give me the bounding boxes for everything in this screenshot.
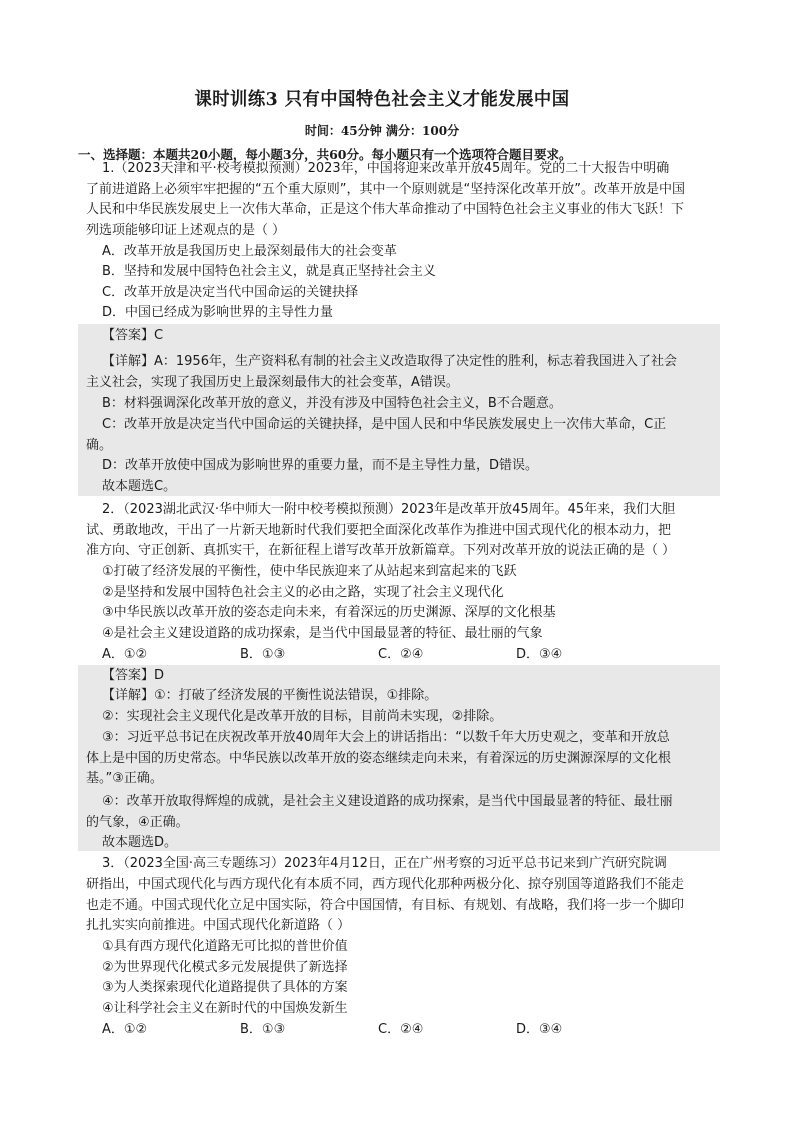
q2-detail-line: 体上是中国的历史常态。中华民族以改革开放的姿态继续走向未来，有着深远的历史渊源深厚的文化根	[86, 751, 672, 766]
q2-stem-line: 准方向、守正创新、真抓实干，在新征程上谱写改革开放新篇章。下列对改革开放的说法正确的是（ ）	[86, 543, 676, 558]
q1-detail-line: 故本题选C。	[102, 479, 177, 494]
q1-detail-line: 主义社会，实现了我国历史上最深刻最伟大的社会变革，A错误。	[86, 375, 459, 390]
q2-stem-line: 试、勇敢地改，干出了一片新天地新时代我们要把全面深化改革作为推进中国式现代化的根本动力，把	[86, 523, 672, 538]
q3-stem-line: 也走不通。中国式现代化立足中国实际，符合中国国情，有目标、有规划、有战略，我们将一步一个脚印	[86, 898, 685, 913]
q2-detail-line: ③：习近平总书记在庆祝改革开放40周年大会上的讲话指出：“以数千年大历史观之，变革和开放总	[102, 730, 670, 745]
q2-detail-line: 的气象，④正确。	[86, 815, 189, 830]
q1-detail-line: B：材料强调深化改革开放的意义，并没有涉及中国特色社会主义，B不合题意。	[102, 396, 562, 411]
q2-detail-line: ④：改革开放取得辉煌的成就，是社会主义建设道路的成功探索，是当代中国最显著的特征、最壮丽	[102, 794, 673, 809]
q3-stem-line: 研指出，中国式现代化与西方现代化有本质不同，西方现代化那种两极分化、掠夺别国等道路我们不能走	[86, 877, 685, 892]
q2-options	[102, 645, 654, 666]
q2-answer: 【答案】D	[102, 668, 165, 683]
page-title: 课时训练3 只有中国特色社会主义才能发展中国	[194, 89, 570, 110]
q3-item: ③为人类探索现代化道路提供了具体的方案	[102, 980, 348, 995]
q3-options	[102, 1020, 654, 1041]
q3-stem-line: 扎扎实实向前推进。中国式现代化新道路（ ）	[86, 918, 351, 933]
q2-item: ④是社会主义建设道路的成功探索，是当代中国最显著的特征、最壮丽的气象	[102, 626, 543, 641]
q1-stem-line: 1.（2023天津和平·校考模拟预测）2023年，中国将迎来改革开放45周年。党的二十大报告中明确	[102, 161, 670, 176]
q1-option-b: B．坚持和发展中国特色社会主义，就是真正坚持社会主义	[102, 264, 436, 279]
q3-option-c: C．②④	[378, 1022, 424, 1037]
q2-detail-line: 基。”③正确。	[86, 771, 163, 786]
q3-option-b: B．①③	[240, 1022, 286, 1037]
q3-item: ④让科学社会主义在新时代的中国焕发新生	[102, 1001, 348, 1016]
q1-detail-line: 【详解】A：1956年，生产资料私有制的社会主义改造取得了决定性的胜利，标志着我国进入了社会	[102, 354, 677, 369]
q2-detail-line: 【详解】①：打破了经济发展的平衡性说法错误，①排除。	[102, 688, 438, 703]
q1-option-a: A．改革开放是我国历史上最深刻最伟大的社会变革	[102, 244, 397, 259]
q1-stem-line: 列选项能够印证上述观点的是（ ）	[86, 223, 286, 238]
q3-option-d: D．③④	[516, 1022, 563, 1037]
q1-option-d: D．中国已经成为影响世界的主导性力量	[102, 305, 334, 320]
q2-item: ③中华民族以改革开放的姿态走向未来，有着深远的历史渊源、深厚的文化根基	[102, 605, 556, 620]
q1-stem-line: 人民和中华民族发展史上一次伟大革命，正是这个伟大革命推动了中国特色社会主义事业的伟大飞跃！下	[86, 202, 685, 217]
q1-stem-line: 了前进道路上必须牢牢把握的“五个重大原则”，其中一个原则就是“坚持深化改革开放”。改革开放是中国	[86, 182, 685, 197]
q1-detail-line: 确。	[86, 438, 113, 453]
q3-stem-line: 3．（2023全国·高三专题练习）2023年4月12日，正在广州考察的习近平总书记来到广汽研究院调	[102, 856, 667, 871]
q2-detail-line: ②：实现社会主义现代化是改革开放的目标，目前尚未实现，②排除。	[102, 709, 503, 724]
q2-option-c: C．②④	[378, 647, 424, 662]
exam-meta: 时间：45分钟 满分：100分	[304, 123, 460, 138]
q2-stem-line: 2．（2023湖北武汉·华中师大一附中校考模拟预测）2023年是改革开放45周年。45年来，我们大胆	[102, 502, 676, 517]
q1-option-c: C．改革开放是决定当代中国命运的关键抉择	[102, 285, 359, 300]
q3-item: ①具有西方现代化道路无可比拟的普世价值	[102, 939, 348, 954]
q2-item: ②是坚持和发展中国特色社会主义的必由之路，实现了社会主义现代化	[102, 585, 504, 600]
q1-detail-line: C：改革开放是决定当代中国命运的关键抉择，是中国人民和中华民族发展史上一次伟大革命，C正	[102, 417, 667, 432]
section-heading: 一、选择题：本题共20小题，每小题3分，共60分。每小题只有一个选项符合题目要求。	[78, 147, 572, 162]
q2-detail-line: 故本题选D。	[102, 835, 178, 850]
q2-option-a: A．①②	[102, 647, 148, 662]
q3-item: ②为世界现代化模式多元发展提供了新选择	[102, 960, 348, 975]
q2-option-d: D．③④	[516, 647, 563, 662]
q1-answer: 【答案】C	[102, 328, 164, 343]
q2-option-b: B．①③	[240, 647, 286, 662]
q3-option-a: A．①②	[102, 1022, 148, 1037]
q2-item: ①打破了经济发展的平衡性，使中华民族迎来了从站起来到富起来的飞跃	[102, 564, 517, 579]
q1-detail-line: D：改革开放使中国成为影响世界的重要力量，而不是主导性力量，D错误。	[102, 458, 539, 473]
